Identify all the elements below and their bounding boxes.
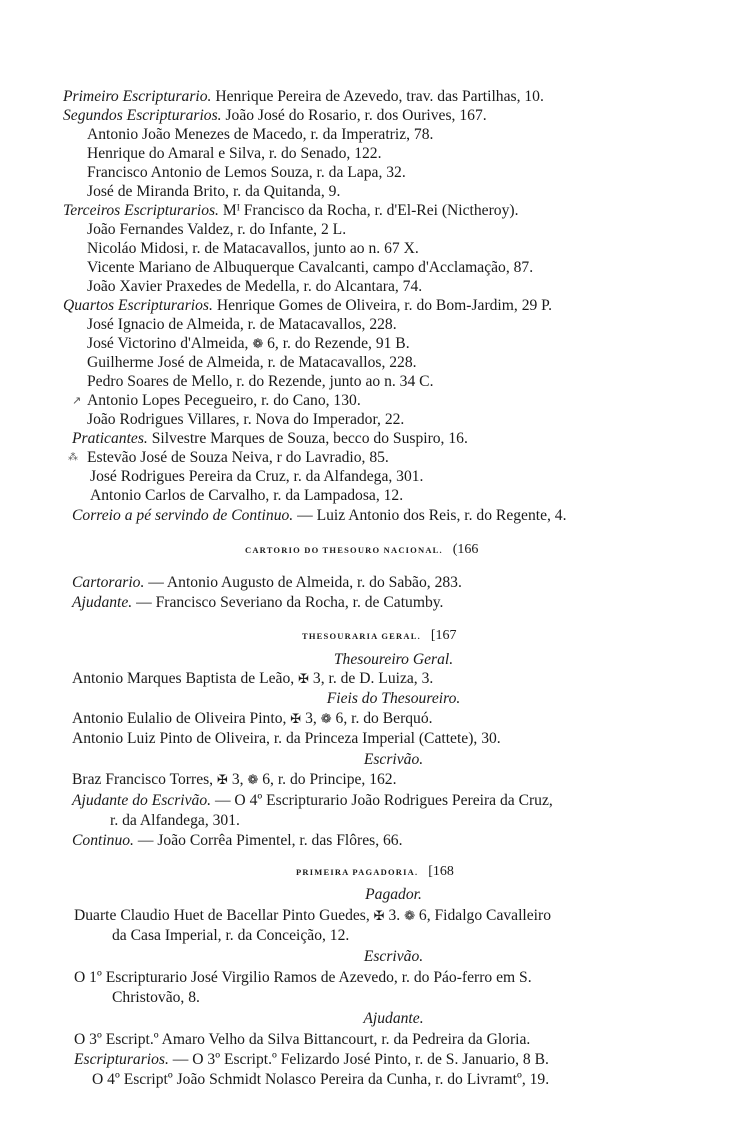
- entry-correio: [0, 507, 747, 525]
- section-heading: CARTORIO DO THESOURO NACIONAL.: [245, 545, 443, 555]
- entry-text: Henrique Pereira de Azevedo, trav. das Partilhas, 10.: [215, 88, 544, 105]
- list-item: [0, 392, 747, 410]
- list-item: [0, 335, 747, 354]
- entry-name: Antonio Marques Baptista de Leão,: [72, 670, 295, 687]
- entry-primeiro-escripturario: [0, 88, 747, 106]
- role-title-escrivao: Escrivão.: [363, 751, 424, 768]
- entry-label: Cartorario.: [72, 574, 145, 591]
- entry-name: Duarte Claudio Huet de Bacellar Pinto Guedes,: [74, 907, 370, 924]
- entry-address: 3, r. de D. Luiza, 3.: [312, 670, 434, 687]
- entry-text: — João Corrêa Pimentel, r. das Flôres, 66.: [137, 832, 403, 849]
- cross-order-icon: ✠: [217, 773, 228, 788]
- entry-text: 6, Fidalgo Cavalleiro: [418, 907, 551, 924]
- section-ref: [168: [428, 864, 454, 879]
- list-item: José de Miranda Brito, r. da Quitanda, 9.: [87, 183, 341, 200]
- list-item: da Casa Imperial, r. da Conceição, 12.: [112, 927, 350, 944]
- entry-text: João José do Rosario, r. dos Ourives, 167.: [225, 107, 487, 124]
- list-item: [0, 771, 747, 790]
- entry-text: — Antonio Augusto de Almeida, r. do Sabão, 283.: [148, 574, 462, 591]
- entry-quartos-escripturarios: [0, 297, 747, 315]
- entry-text: Mᴵ Francisco da Rocha, r. d'El-Rei (Nictheroy).: [222, 202, 519, 219]
- list-item: [0, 907, 747, 926]
- cross-order-icon: ✠: [298, 672, 309, 687]
- entry-label: Segundos Escripturarios.: [63, 107, 222, 124]
- list-item: Nicoláo Midosi, r. de Matacavallos, junto ao n. 67 X.: [87, 240, 419, 257]
- margin-mark-icon: ⁂: [68, 452, 78, 463]
- list-item: José Rodrigues Pereira da Cruz, r. da Alfandega, 301.: [90, 468, 424, 485]
- entry-escripturarios: [0, 1051, 747, 1069]
- list-item: Antonio João Menezes de Macedo, r. da Imperatriz, 78.: [87, 126, 434, 143]
- entry-label: Escripturarios.: [74, 1051, 169, 1068]
- list-item: João Rodrigues Villares, r. Nova do Imperador, 22.: [87, 411, 405, 428]
- entry-label: Ajudante.: [72, 594, 133, 611]
- role-title-thesoureiro-geral: Thesoureiro Geral.: [333, 651, 454, 668]
- list-item: Antonio Carlos de Carvalho, r. da Lampadosa, 12.: [90, 487, 404, 504]
- entry-label: Primeiro Escripturario.: [63, 88, 212, 105]
- list-item: Guilherme José de Almeida, r. de Matacavallos, 228.: [87, 354, 417, 371]
- entry-ajudante-escrivao: [0, 792, 747, 810]
- list-item: Antonio Luiz Pinto de Oliveira, r. da Princeza Imperial (Cattete), 30.: [72, 730, 501, 747]
- section-heading-pagadoria: [0, 862, 747, 881]
- entry-text: Antonio Lopes Pecegueiro, r. do Cano, 130.: [87, 392, 361, 409]
- list-item: [0, 449, 747, 467]
- entry-segundos-escripturarios: [0, 107, 747, 125]
- rose-order-icon: ❁: [252, 337, 264, 352]
- entry-terceiros-escripturarios: [0, 202, 747, 220]
- margin-mark-icon: ↗: [72, 394, 82, 407]
- rose-order-icon: ❁: [404, 909, 415, 924]
- entry-text: — Francisco Severiano da Rocha, r. de Catumby.: [136, 594, 444, 611]
- list-item: [0, 710, 747, 729]
- list-item: Pedro Soares de Mello, r. do Rezende, junto ao n. 34 C.: [87, 373, 434, 390]
- section-heading: PRIMEIRA PAGADORIA.: [296, 867, 419, 877]
- entry-ajudante: [0, 594, 747, 612]
- section-ref: [167: [430, 628, 457, 643]
- entry-praticantes: [0, 430, 747, 448]
- entry-label: Continuo.: [72, 832, 134, 849]
- section-heading-thesouraria: [0, 626, 747, 645]
- entry-text: — O 3º Escript.º Felizardo José Pinto, r. de S. Januario, 8 B.: [172, 1051, 549, 1068]
- entry-address: 6, r. do Rezende, 91 B.: [267, 335, 410, 352]
- rose-order-icon: ❁: [320, 712, 332, 727]
- list-item: Christovão, 8.: [112, 989, 200, 1006]
- entry-name: Braz Francisco Torres,: [72, 771, 214, 788]
- entry-text: Silvestre Marques de Souza, becco do Suspiro, 16.: [151, 430, 468, 447]
- entry-text: Estevão José de Souza Neiva, r do Lavradio, 85.: [87, 449, 389, 466]
- entry-address: 6, r. do Principe, 162.: [262, 771, 397, 788]
- entry-label: Ajudante do Escrivão.: [72, 792, 212, 809]
- entry-continuo: [0, 832, 747, 850]
- entry-label: Quartos Escripturarios.: [63, 297, 213, 314]
- entry-label: Correio a pé servindo de Continuo.: [72, 507, 294, 524]
- list-item: João Fernandes Valdez, r. do Infante, 2 L.: [87, 221, 347, 238]
- section-ref: (166: [452, 542, 479, 557]
- list-item: r. da Alfandega, 301.: [110, 812, 240, 829]
- rose-order-icon: ❁: [247, 773, 259, 788]
- list-item: Henrique do Amaral e Silva, r. do Senado, 122.: [87, 145, 382, 162]
- section-heading-cartorio: [0, 540, 747, 559]
- list-item: O 4º Escriptº João Schmidt Nolasco Pereira da Cunha, r. do Livramtº, 19.: [92, 1071, 550, 1088]
- list-item: José Ignacio de Almeida, r. de Matacavallos, 228.: [87, 316, 397, 333]
- entry-cartorario: [0, 574, 747, 592]
- entry-decoration: 3,: [231, 771, 244, 788]
- entry-text: — Luiz Antonio dos Reis, r. do Regente, 4.: [297, 507, 567, 524]
- entry-name: Antonio Eulalio de Oliveira Pinto,: [72, 710, 287, 727]
- entry-address: 6, r. do Berquó.: [335, 710, 433, 727]
- entry-text: — O 4º Escripturario João Rodrigues Pereira da Cruz,: [214, 792, 553, 809]
- role-title-escrivao: Escrivão.: [363, 948, 424, 965]
- list-item: [0, 670, 747, 689]
- entry-decoration: 3.: [388, 907, 401, 924]
- role-title-ajudante: Ajudante.: [363, 1010, 424, 1027]
- list-item: Francisco Antonio de Lemos Souza, r. da Lapa, 32.: [87, 164, 406, 181]
- role-title-pagador: Pagador.: [365, 886, 422, 903]
- entry-label: Terceiros Escripturarios.: [63, 202, 219, 219]
- section-heading: THESOURARIA GERAL.: [302, 631, 421, 641]
- cross-order-icon: ✠: [290, 712, 302, 727]
- role-title-fieis: Fieis do Thesoureiro.: [326, 690, 461, 707]
- list-item: Vicente Mariano de Albuquerque Cavalcanti, campo d'Acclamação, 87.: [87, 259, 534, 276]
- cross-order-icon: ✠: [373, 909, 385, 924]
- list-item: O 3º Escript.º Amaro Velho da Silva Bittancourt, r. da Pedreira da Gloria.: [74, 1031, 531, 1048]
- entry-name: José Victorino d'Almeida,: [87, 335, 249, 352]
- entry-text: Henrique Gomes de Oliveira, r. do Bom-Jardim, 29 P.: [216, 297, 553, 314]
- list-item: O 1º Escripturario José Virgilio Ramos de Azevedo, r. do Páo-ferro em S.: [74, 969, 532, 986]
- entry-decoration: 3,: [305, 710, 317, 727]
- list-item: João Xavier Praxedes de Medella, r. do Alcantara, 74.: [87, 278, 423, 295]
- entry-label: Praticantes.: [72, 430, 148, 447]
